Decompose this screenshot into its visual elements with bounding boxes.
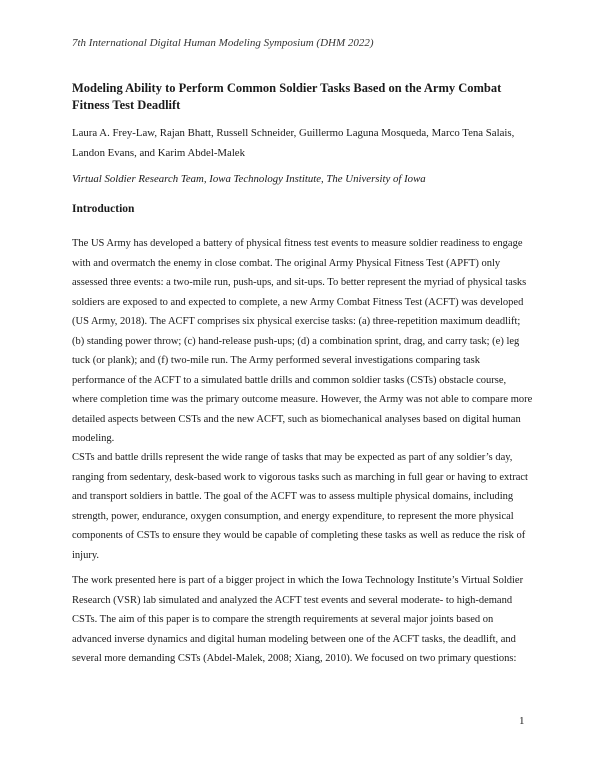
affiliation: Virtual Soldier Research Team, Iowa Technology Institute, The University of Iowa (72, 173, 426, 185)
paper-title: Modeling Ability to Perform Common Soldier Tasks Based on the Army Combat Fitness Test Deadlift (72, 81, 502, 112)
body-paragraph: CSTs and battle drills represent the wide range of tasks that may be expected as part of any soldier’s day, ranging from sedentary, desk-based work to vigorous tasks such as marching in full gear or having to extract and transport soldiers in battle. The goal of the ACFT was to assess multiple physical domains, including strength, power, endurance, oxygen consumption, and energy expenditure, to represent the more physical components of CSTs to ensure they would be capable of completing these tasks as well as reduce the risk of injury. (72, 452, 528, 561)
author-list: Laura A. Frey-Law, Rajan Bhatt, Russell Schneider, Guillermo Laguna Mosqueda, Marco Tena Salais, Landon Evans, and Karim Abdel-Malek (72, 127, 515, 159)
body-paragraph: The US Army has developed a battery of physical fitness test events to measure soldier readiness to engage with and overmatch the enemy in close combat. The original Army Physical Fitness Test (APFT) only assessed three events: a two-mile run, push-ups, and sit-ups. To better represent the myriad of physical tasks soldiers are exposed to and expected to complete, a new Army Combat Fitness Test (ACFT) was developed (US Army, 2018). The ACFT comprises six physical exercise tasks: (a) three-repetition maximum deadlift; (b) standing power throw; (c) hand-release push-ups; (d) a combination sprint, drag, and carry task; (e) leg tuck (or plank); and (f) two-mile run. The Army performed several investigations comparing task performance of the ACFT to a simulated battle drills and common soldier tasks (CSTs) obstacle course, where completion time was the primary outcome measure. However, the Army was not able to compare more detailed aspects between CSTs and the new ACFT, such as biomechanical analyses based on digital human modeling. (72, 238, 533, 444)
body-paragraph: The work presented here is part of a bigger project in which the Iowa Technology Institute’s Virtual Soldier Research (VSR) lab simulated and analyzed the ACFT test events and several moderate- to high-demand CSTs. The aim of this paper is to compare the strength requirements at several major joints based on advanced inverse dynamics and digital human modeling between one of the ACFT tasks, the deadlift, and several more demanding CSTs (Abdel-Malek, 2008; Xiang, 2010). We focused on two primary questions: (72, 575, 524, 664)
page-number: 1 (519, 715, 525, 727)
running-head: 7th International Digital Human Modeling Symposium (DHM 2022) (72, 37, 374, 49)
section-heading: Introduction (72, 203, 135, 215)
